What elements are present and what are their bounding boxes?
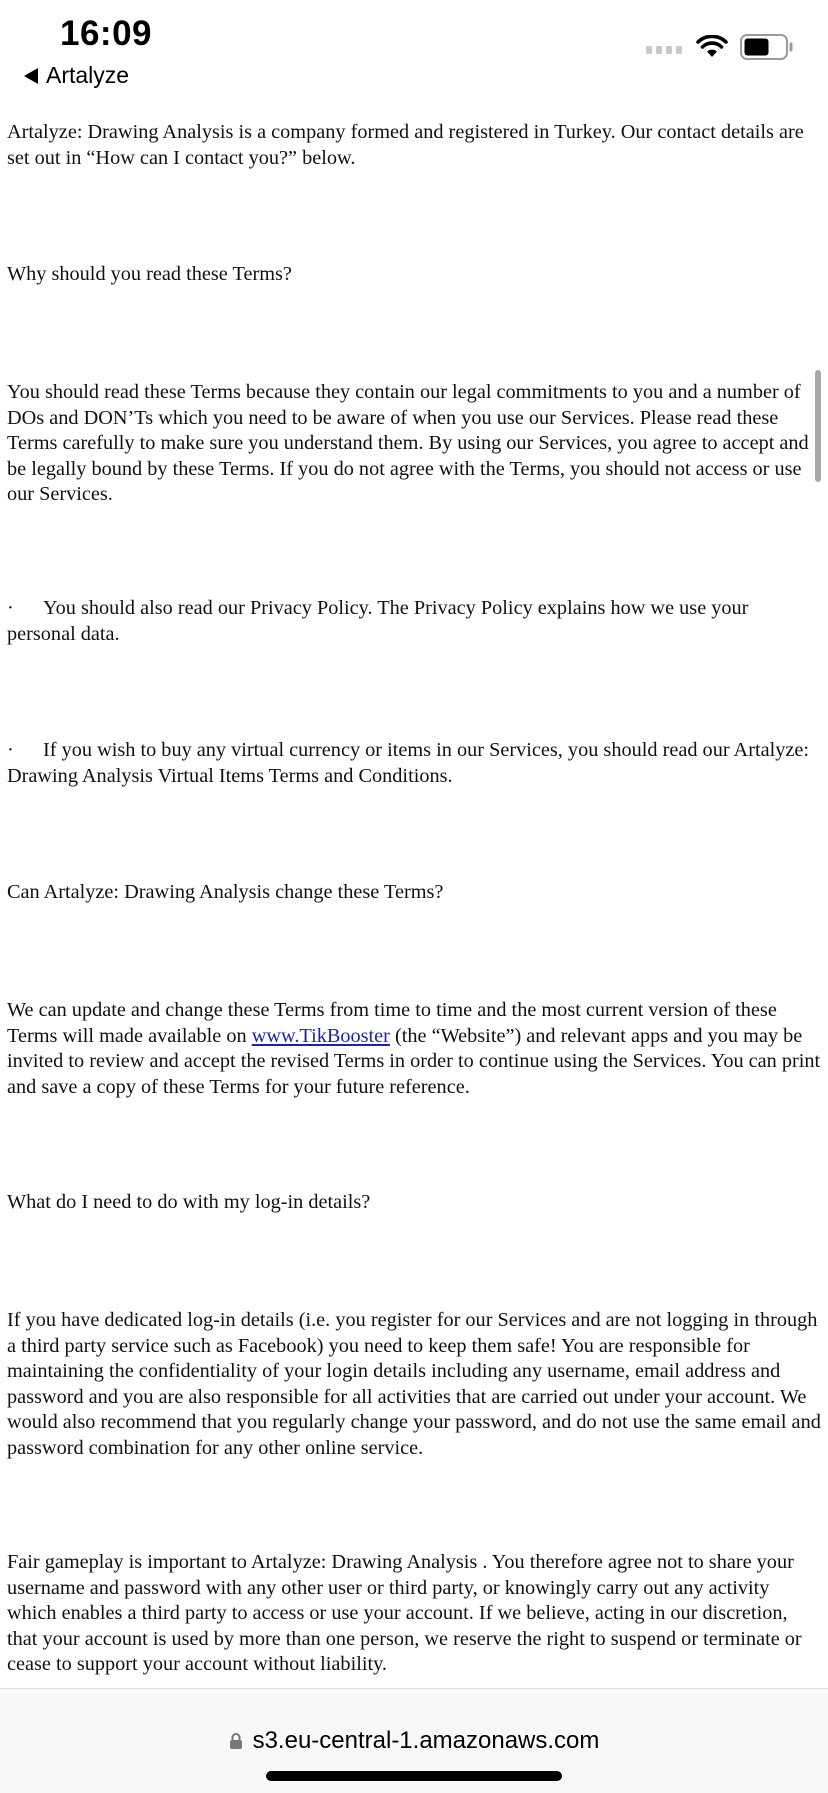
bullet-privacy-text: You should also read our Privacy Policy. The Privacy Policy explains how we use your personal data.: [7, 597, 749, 645]
clock: 16:09: [60, 14, 153, 53]
website-link[interactable]: www.TikBooster: [251, 1024, 390, 1047]
bullet-virtual-text: If you wish to buy any virtual currency or items in our Services, you should read our Artalyze: Drawing Analysis Virtual Items Terms and Conditions.: [7, 739, 809, 787]
back-to-app-button[interactable]: [24, 62, 129, 89]
heading-login-details: What do I need to do with my log-in details?: [7, 1191, 371, 1213]
bullet-privacy-policy: [7, 596, 822, 647]
url-text: s3.eu-central-1.amazonaws.com: [252, 1727, 600, 1754]
bullet-icon: ·: [7, 739, 14, 761]
change-terms-paragraph: [7, 998, 822, 1100]
address-bar[interactable]: [0, 1688, 828, 1793]
change-terms-text-a: We can update and change these Terms from time to time and the most current version of these Terms will made available on: [7, 999, 777, 1047]
lock-icon: [229, 1732, 243, 1750]
login-details-paragraph: If you have dedicated log-in details (i.e. you register for our Services and are not logging in through a third party service such as Facebook) you need to keep them safe! You are responsible for maintaining the confidentiality of your login details including any username, email address and password and you are also responsible for all activities that are carried out under your account. We would also recommend that you regularly change your password, and do not use the same email and password combination for any other online service.: [7, 1309, 821, 1459]
home-indicator[interactable]: [266, 1771, 562, 1781]
fair-gameplay-paragraph: Fair gameplay is important to Artalyze: Drawing Analysis . You therefore agree not to share your username and password with any other user or third party, or knowingly carry out any activity which enables a third party to access or use your account. If we believe, acting in our discretion, that your account is used by more than one person, we reserve the right to suspend or terminate or cease to support your account without liability.: [7, 1551, 802, 1676]
status-bar: [0, 0, 828, 88]
bullet-virtual-items: [7, 738, 822, 789]
status-icons: [646, 34, 794, 60]
heading-why-read: Why should you read these Terms?: [7, 263, 292, 285]
scrollbar[interactable]: [815, 370, 821, 482]
wifi-icon: [696, 35, 728, 59]
bullet-icon: ·: [7, 597, 14, 619]
why-read-paragraph: You should read these Terms because they contain our legal commitments to you and a number of DOs and DON’Ts which you need to be aware of when you use our Services. Please read these Terms carefully to make sure you understand them. By using our Services, you agree to accept and be legally bound by these Terms. If you do not agree with the Terms, you should not access or use our Services.: [7, 381, 809, 506]
change-terms-text-b: (the “Website”) and relevant apps and you may be invited to review and accept the revised Terms in order to continue using the Services. You can print and save a copy of these Terms for your future reference.: [7, 1024, 821, 1098]
back-app-label: Artalyze: [46, 62, 130, 88]
url-display[interactable]: [0, 1727, 828, 1755]
back-arrow-icon: [24, 68, 38, 84]
battery-icon: [740, 34, 794, 60]
intro-paragraph: Artalyze: Drawing Analysis is a company formed and registered in Turkey. Our contact details are set out in “How can I contact you?” below.: [7, 121, 804, 169]
signal-icon: [646, 40, 684, 54]
heading-change-terms: Can Artalyze: Drawing Analysis change these Terms?: [7, 881, 444, 903]
